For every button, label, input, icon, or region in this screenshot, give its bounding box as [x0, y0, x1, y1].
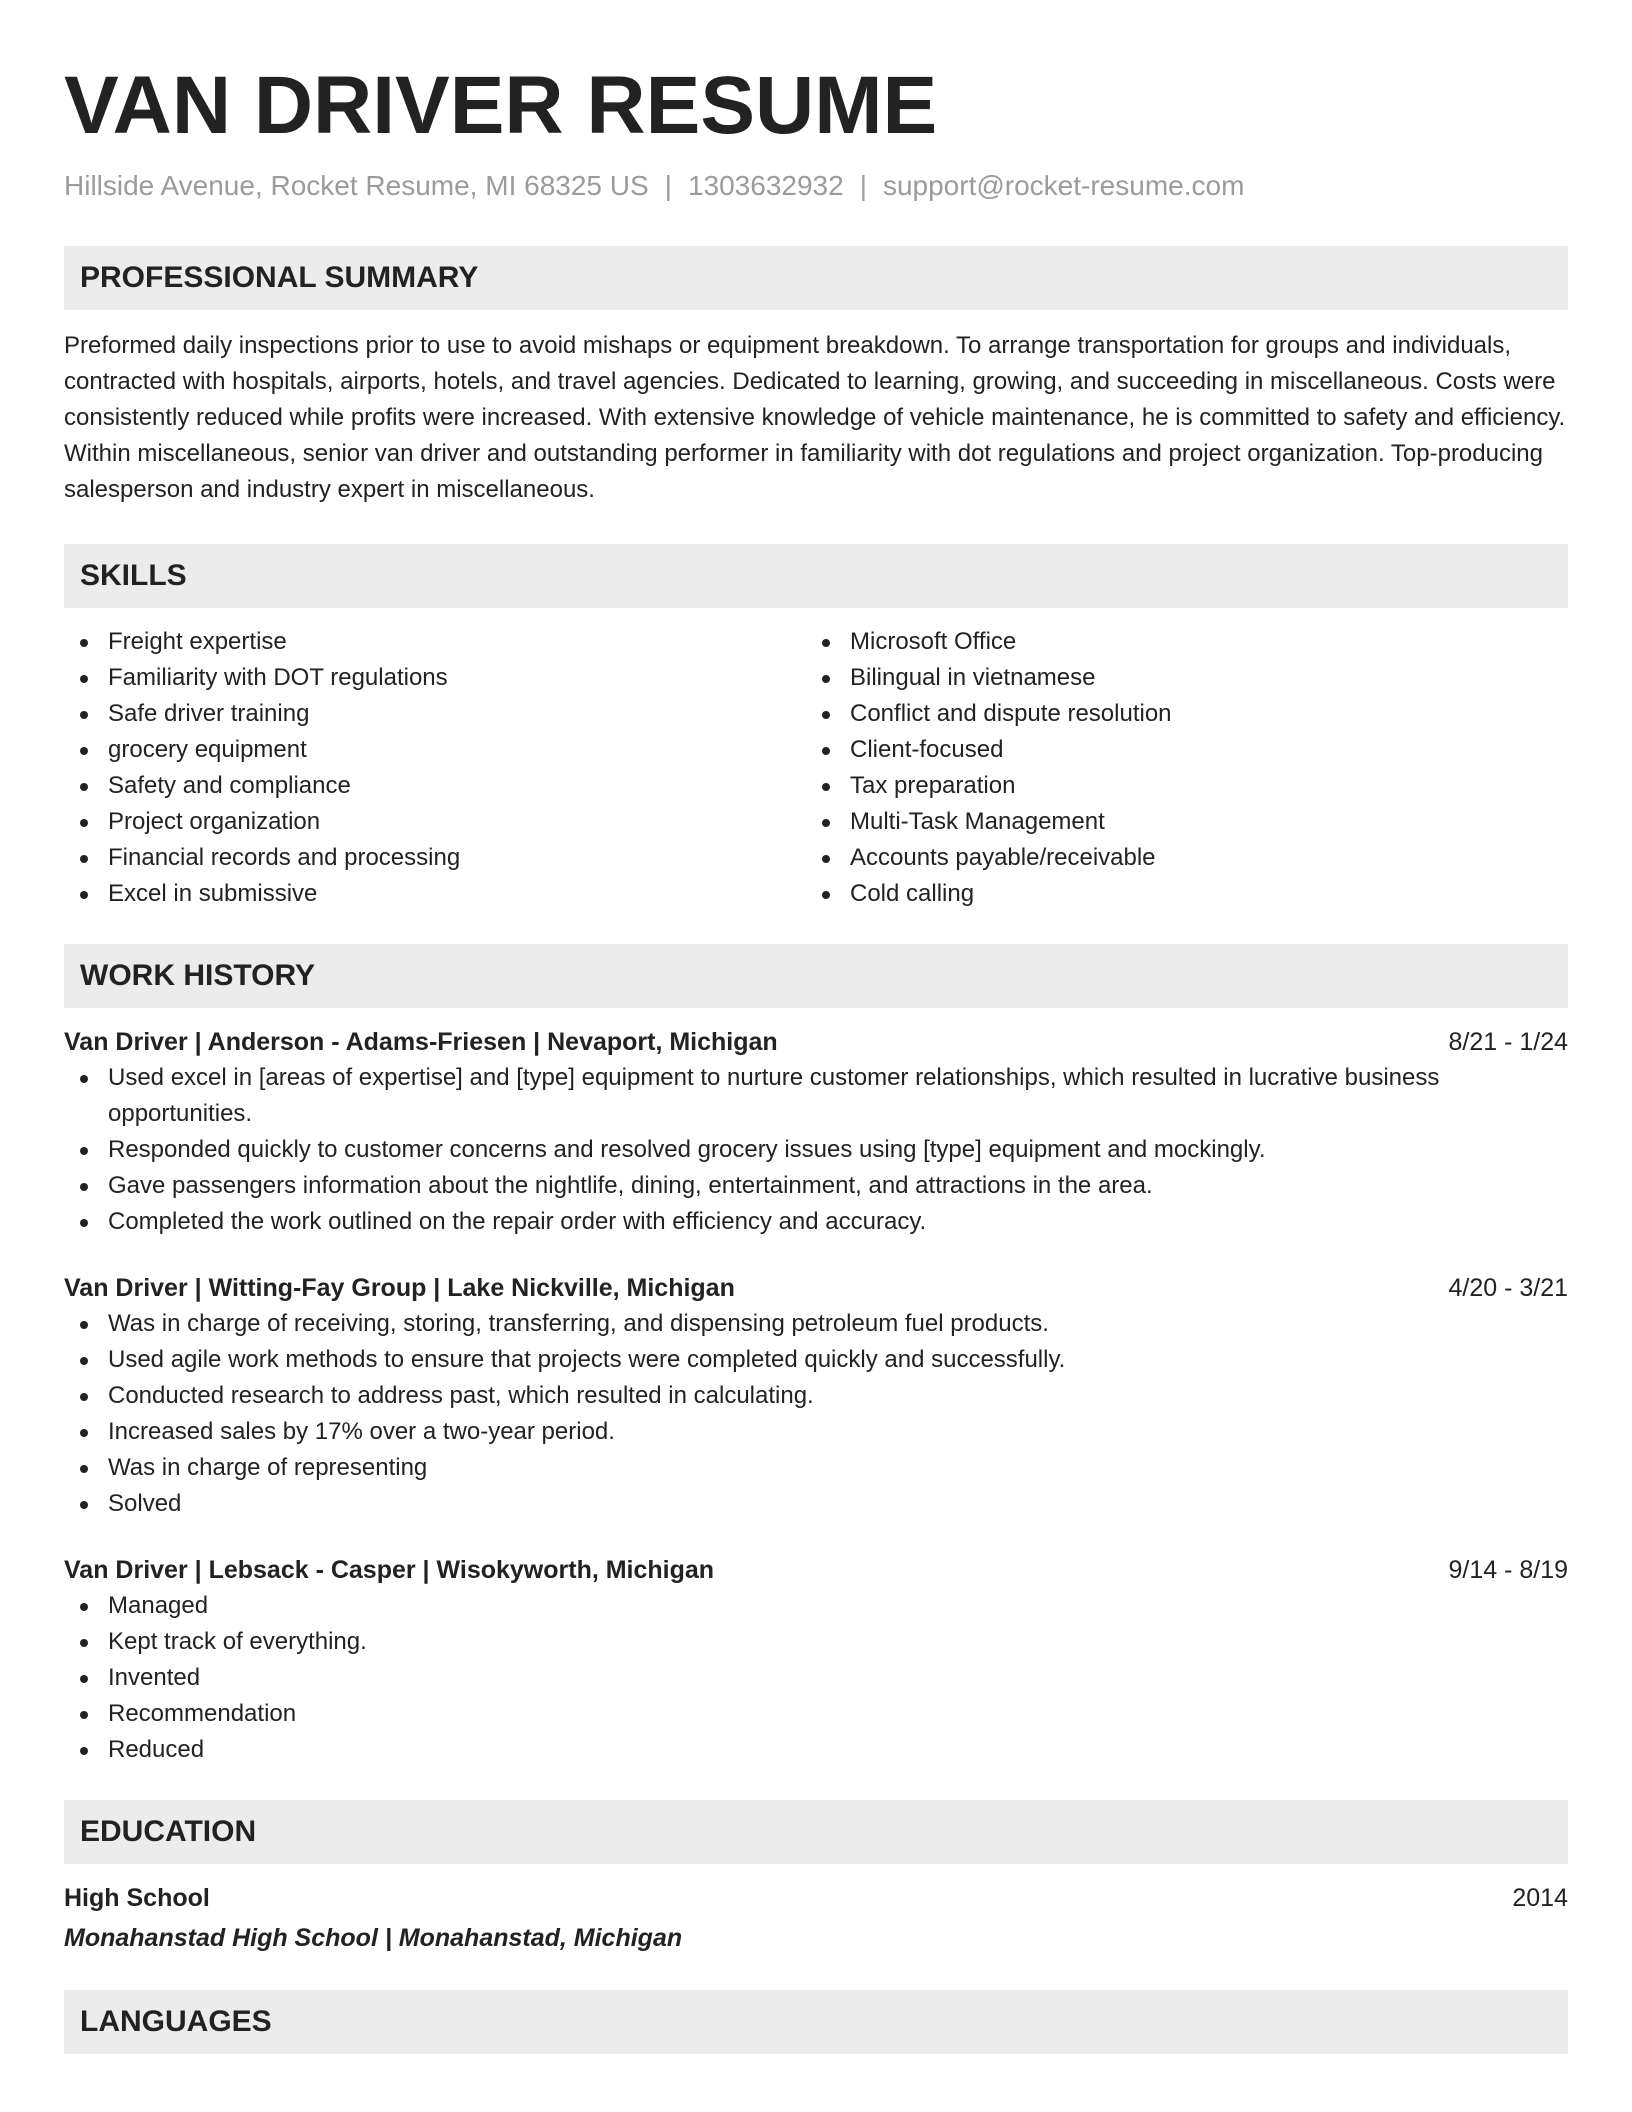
job-dates: 4/20 - 3/21 — [1448, 1274, 1568, 1302]
education-year: 2014 — [1512, 1884, 1568, 1912]
skill-item: Client-focused — [806, 732, 1548, 768]
job-dates: 8/21 - 1/24 — [1448, 1028, 1568, 1056]
job-bullet: Was in charge of receiving, storing, transferring, and dispensing petroleum fuel products. — [64, 1306, 1568, 1342]
education-header — [64, 1880, 1568, 1916]
job-bullet: Responded quickly to customer concerns and resolved grocery issues using [type] equipment and mockingly. — [64, 1132, 1568, 1168]
job-bullet: Gave passengers information about the nightlife, dining, entertainment, and attractions in the area. — [64, 1168, 1568, 1204]
job-bullets — [64, 1306, 1568, 1522]
skill-item: Financial records and processing — [64, 840, 806, 876]
job-bullet: Was in charge of representing — [64, 1450, 1568, 1486]
languages-heading: LANGUAGES — [64, 1990, 1568, 2054]
summary-section — [64, 246, 1568, 508]
skill-item: Bilingual in vietnamese — [806, 660, 1548, 696]
job-bullet: Used excel in [areas of expertise] and [type] equipment to nurture customer relationships, which resulted in lucrative business opportunities. — [64, 1060, 1568, 1132]
skill-item: Conflict and dispute resolution — [806, 696, 1548, 732]
job-entry — [64, 1024, 1568, 1240]
job-header — [64, 1552, 1568, 1588]
job-header — [64, 1270, 1568, 1306]
job-bullet: Conducted research to address past, which resulted in calculating. — [64, 1378, 1568, 1414]
education-section — [64, 1800, 1568, 1956]
job-bullet: Completed the work outlined on the repair order with efficiency and accuracy. — [64, 1204, 1568, 1240]
education-heading: EDUCATION — [64, 1800, 1568, 1864]
contact-line — [64, 168, 1568, 204]
skill-item: Accounts payable/receivable — [806, 840, 1548, 876]
skills-section — [64, 544, 1568, 912]
skill-item: Project organization — [64, 804, 806, 840]
summary-text: Preformed daily inspections prior to use to avoid mishaps or equipment breakdown. To arrange transportation for groups and individuals, contracted with hospitals, airports, hotels, and travel agencies. Dedicated to learning, growing, and succeeding in miscellaneous. Costs were consistently reduced while profits were increased. With extensive knowledge of vehicle maintenance, he is committed to safety and efficiency. Within miscellaneous, senior van driver and outstanding performer in familiarity with dot regulations and project organization. Top-producing salesperson and industry expert in miscellaneous. — [64, 332, 1566, 503]
work-history-heading: WORK HISTORY — [64, 944, 1568, 1008]
skill-item: Safe driver training — [64, 696, 806, 732]
skill-item: Familiarity with DOT regulations — [64, 660, 806, 696]
skill-item: Freight expertise — [64, 624, 806, 660]
job-bullet: Increased sales by 17% over a two-year period. — [64, 1414, 1568, 1450]
job-title: Van Driver | Witting-Fay Group | Lake Nickville, Michigan — [64, 1274, 735, 1302]
contact-separator: | — [664, 170, 672, 201]
job-dates: 9/14 - 8/19 — [1448, 1556, 1568, 1584]
summary-heading: PROFESSIONAL SUMMARY — [64, 246, 1568, 310]
contact-address: Hillside Avenue, Rocket Resume, MI 68325 US — [64, 170, 649, 201]
skill-item: Multi-Task Management — [806, 804, 1548, 840]
job-bullet: Reduced — [64, 1732, 1568, 1768]
skills-grid — [64, 624, 1568, 912]
job-bullets — [64, 1588, 1568, 1768]
skill-item: grocery equipment — [64, 732, 806, 768]
job-bullet: Used agile work methods to ensure that projects were completed quickly and successfully. — [64, 1342, 1568, 1378]
languages-section — [64, 1990, 1568, 2054]
skill-item: Excel in submissive — [64, 876, 806, 912]
job-title: Van Driver | Anderson - Adams-Friesen | Nevaport, Michigan — [64, 1028, 778, 1056]
job-entry — [64, 1270, 1568, 1522]
skill-item: Cold calling — [806, 876, 1548, 912]
education-degree: High School — [64, 1884, 210, 1912]
job-bullet: Managed — [64, 1588, 1568, 1624]
job-bullets — [64, 1060, 1568, 1240]
job-bullet: Recommendation — [64, 1696, 1568, 1732]
skill-item: Tax preparation — [806, 768, 1548, 804]
job-entry — [64, 1552, 1568, 1768]
skills-column-left — [64, 624, 806, 912]
skill-item: Microsoft Office — [806, 624, 1548, 660]
job-title: Van Driver | Lebsack - Casper | Wisokyworth, Michigan — [64, 1556, 715, 1584]
job-bullet: Invented — [64, 1660, 1568, 1696]
education-school: Monahanstad High School | Monahanstad, Michigan — [64, 1924, 683, 1952]
job-header — [64, 1024, 1568, 1060]
resume-page — [64, 0, 1568, 2054]
work-history-section — [64, 944, 1568, 1768]
skill-item: Safety and compliance — [64, 768, 806, 804]
skills-column-right — [806, 624, 1548, 912]
contact-email: support@rocket-resume.com — [882, 170, 1245, 201]
education-entry — [64, 1880, 1568, 1956]
skills-heading: SKILLS — [64, 544, 1568, 608]
contact-phone: 1303632932 — [687, 170, 844, 201]
job-bullet: Solved — [64, 1486, 1568, 1522]
resume-title: VAN DRIVER RESUME — [64, 60, 938, 151]
job-bullet: Kept track of everything. — [64, 1624, 1568, 1660]
contact-separator: | — [859, 170, 867, 201]
